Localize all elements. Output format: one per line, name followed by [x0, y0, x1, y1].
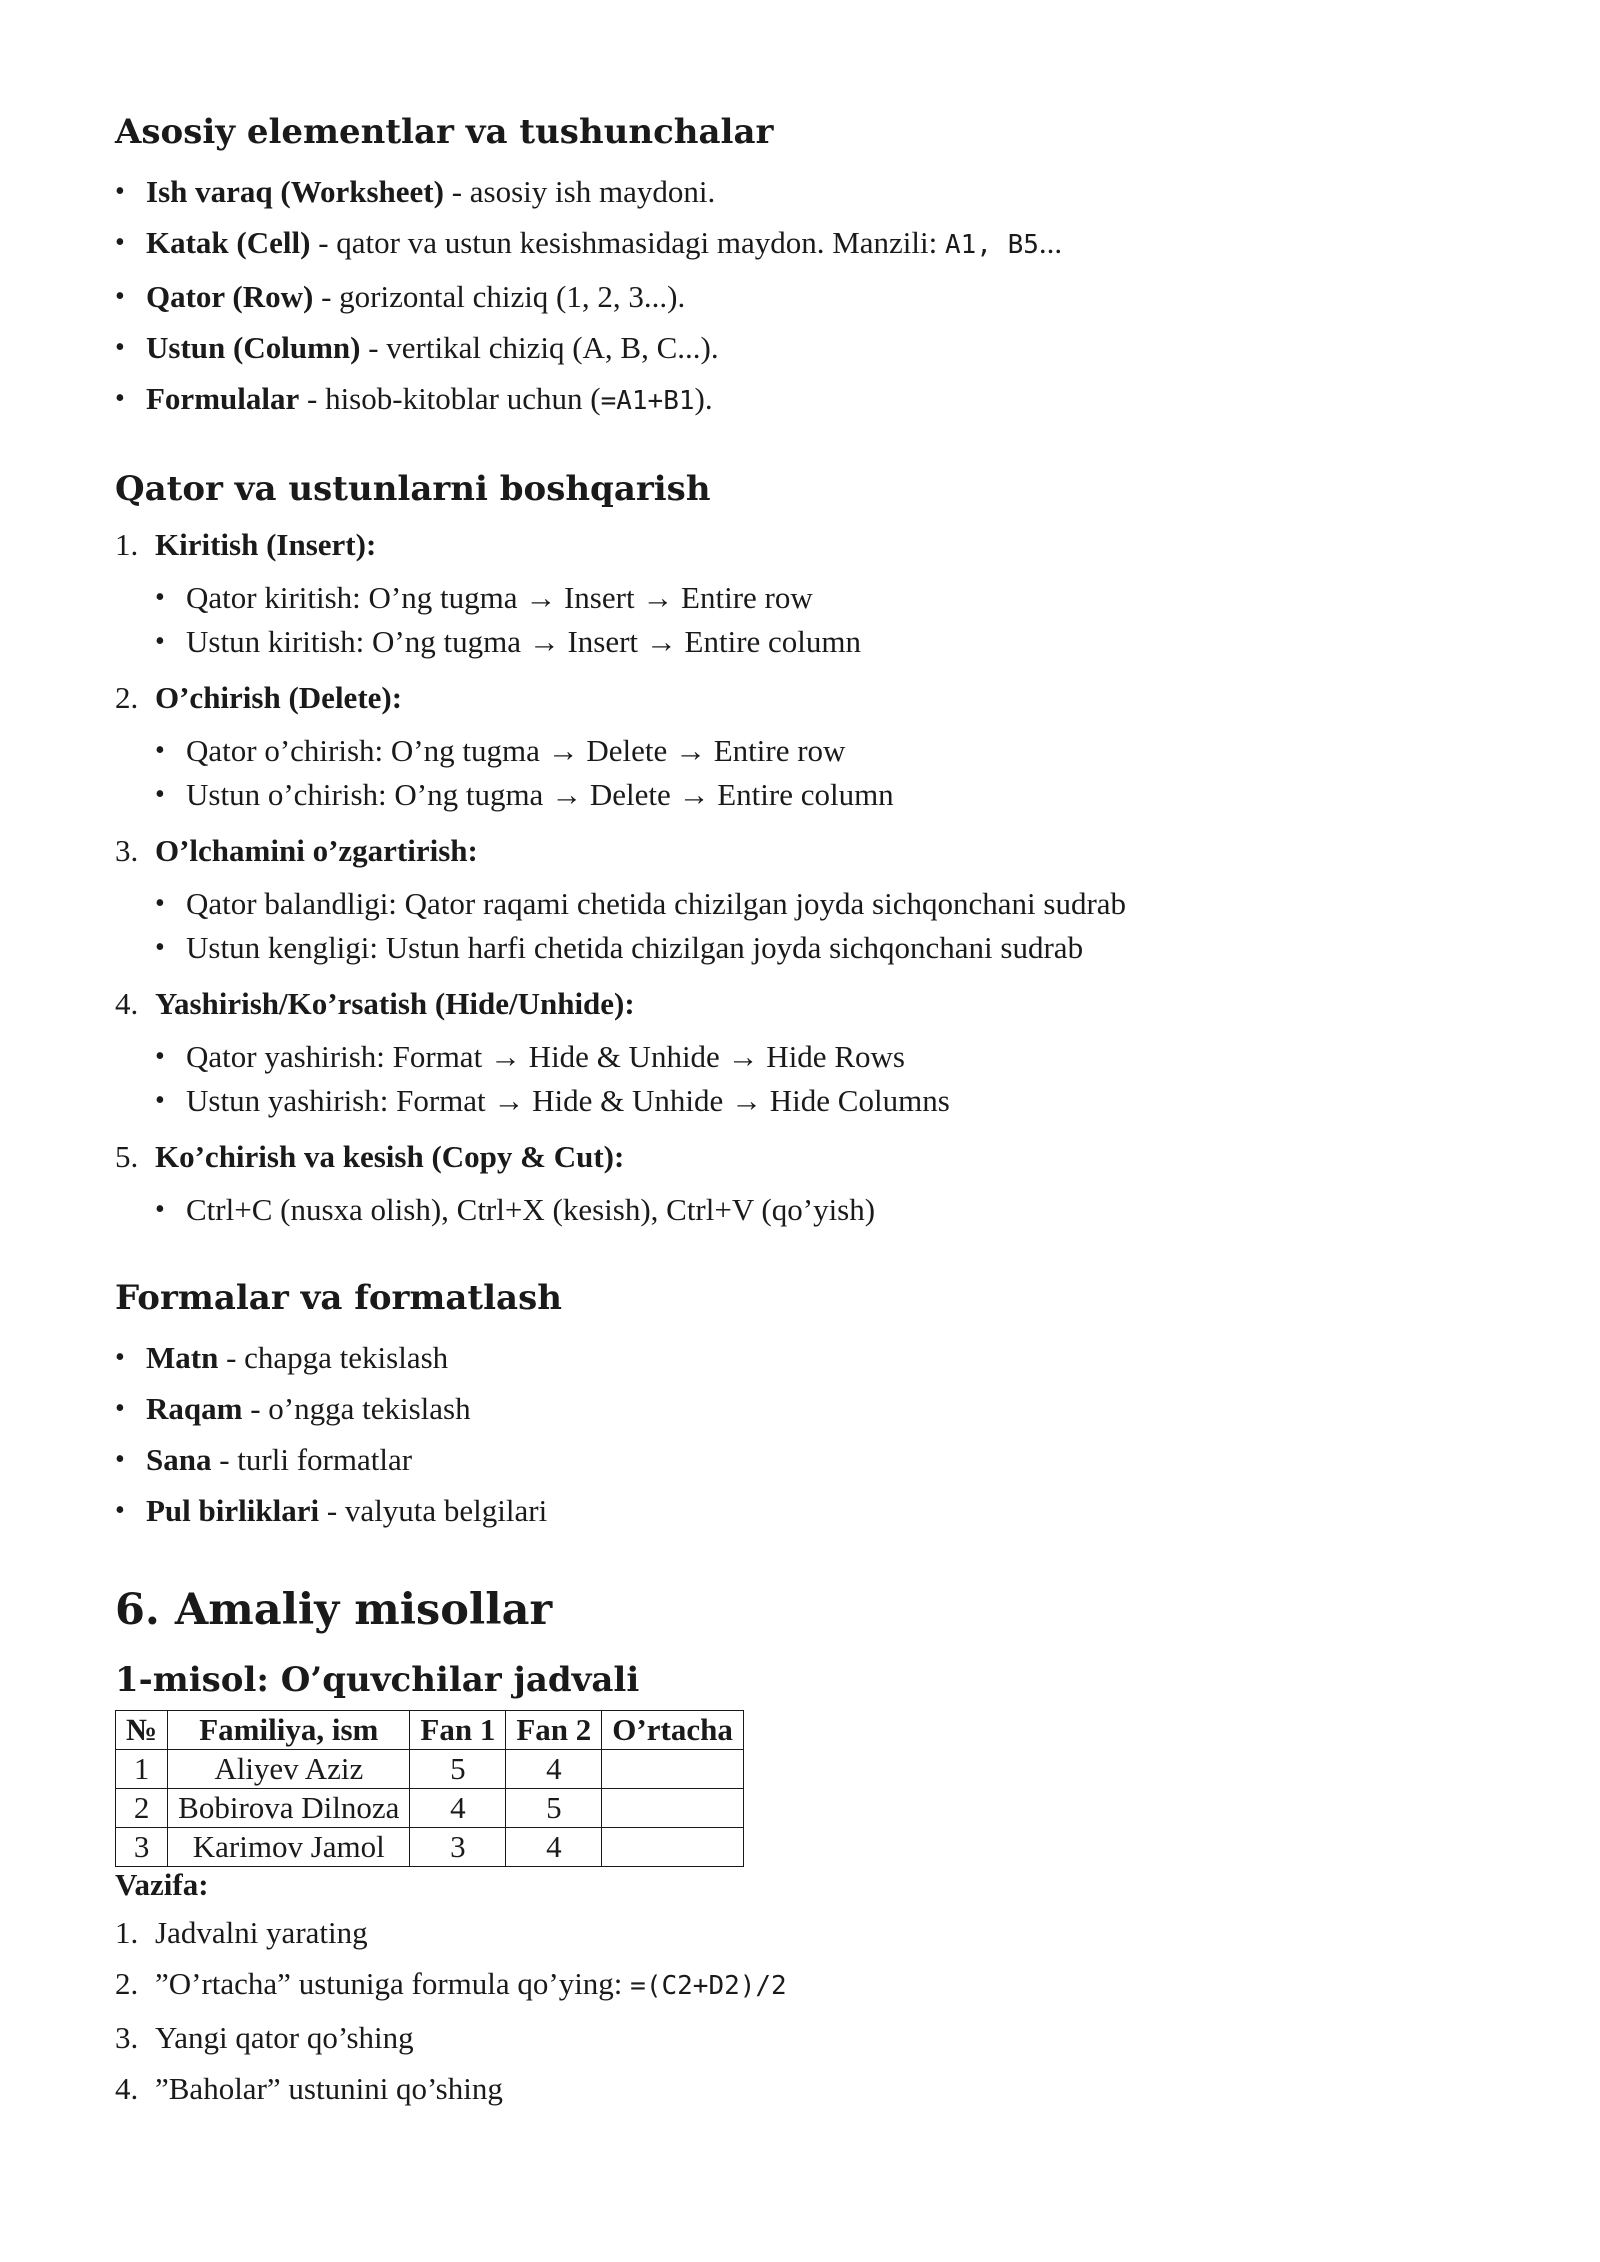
sublist-text: Ustun o’chirish: O’ng tugma → Delete → Entire column [186, 777, 894, 812]
list-item [115, 1332, 1485, 1383]
term: Raqam [146, 1391, 243, 1426]
table-cell: 5 [506, 1789, 602, 1828]
step-title: Yashirish/Ko’rsatish (Hide/Unhide): [155, 986, 635, 1021]
task-text: ”Baholar” ustunini qo’shing [155, 2071, 503, 2106]
task-item [115, 1958, 1485, 2012]
term: Matn [146, 1340, 219, 1375]
sublist-text: Qator o’chirish: O’ng tugma → Delete → Entire row [186, 733, 846, 768]
step-title: Kiritish (Insert): [155, 527, 377, 562]
step-sublist [155, 576, 1485, 664]
table-cell: Aliyev Aziz [168, 1750, 410, 1789]
step-title: O’lchamini o’zgartirish: [155, 833, 478, 868]
bullet-icon: • [115, 1342, 125, 1373]
table-cell: 5 [410, 1750, 506, 1789]
table-row [116, 1750, 744, 1789]
step-number: 5. [115, 1139, 139, 1174]
step-title: Ko’chirish va kesish (Copy & Cut): [155, 1139, 625, 1174]
list-item [115, 1434, 1485, 1485]
description-tail: ). [694, 381, 713, 416]
term: Ish varaq (Worksheet) [146, 174, 444, 209]
task-text: ”O’rtacha” ustuniga formula qo’ying: [155, 1966, 631, 2001]
sublist-text: Ustun kiritish: O’ng tugma → Insert → Entire column [186, 624, 862, 659]
bullet-icon: • [115, 332, 125, 363]
task-item [115, 2012, 1485, 2063]
list-item [115, 217, 1485, 271]
sublist-item [155, 882, 1485, 926]
table-cell: 4 [506, 1828, 602, 1867]
sublist-text: Qator kiritish: O’ng tugma → Insert → Entire row [186, 580, 813, 615]
students-table [115, 1710, 744, 1867]
bullet-icon: • [155, 626, 165, 657]
task-item [115, 2063, 1485, 2114]
bullet-icon: • [155, 932, 165, 963]
description: - gorizontal chiziq (1, 2, 3...). [313, 279, 686, 314]
table-cell: Bobirova Dilnoza [168, 1789, 410, 1828]
step-number: 1. [115, 527, 139, 562]
list-item [115, 322, 1485, 373]
table-row [116, 1789, 744, 1828]
sublist-text: Ustun yashirish: Format → Hide & Unhide → Hide Columns [186, 1083, 950, 1118]
formula-code: =(C2+D2)/2 [630, 1971, 787, 2001]
example-heading: 1-misol: O’quvchilar jadvali [115, 1660, 640, 1700]
description: - hisob-kitoblar uchun ( [299, 381, 601, 416]
formatting-list [115, 1332, 1485, 1536]
bullet-icon: • [155, 888, 165, 919]
management-steps-list [115, 519, 1485, 1232]
header-subject-2: Fan 2 [506, 1711, 602, 1750]
bullet-icon: • [115, 281, 125, 312]
code-snippet: =A1+B1 [600, 386, 695, 416]
list-item [115, 166, 1485, 217]
term: Katak (Cell) [146, 225, 311, 260]
step-sublist [155, 729, 1485, 817]
sublist-text: Qator balandligi: Qator raqami chetida chizilgan joyda sichqonchani sudrab [186, 886, 1127, 921]
bullet-icon: • [115, 383, 125, 414]
step-item [115, 825, 1485, 970]
table-row [116, 1828, 744, 1867]
table-cell [602, 1789, 744, 1828]
task-item [115, 1907, 1485, 1958]
task-text: Jadvalni yarating [155, 1915, 368, 1950]
step-item [115, 519, 1485, 664]
term: Pul birliklari [146, 1493, 320, 1528]
description: - o’ngga tekislash [242, 1391, 471, 1426]
sublist-item [155, 576, 1485, 620]
description-tail: ... [1038, 225, 1063, 260]
step-item [115, 672, 1485, 817]
bullet-icon: • [115, 1495, 125, 1526]
table-cell: Karimov Jamol [168, 1828, 410, 1867]
section-heading-row-column-management: Qator va ustunlarni boshqarish [115, 469, 711, 509]
document-page [115, 108, 1485, 2114]
code-snippet: A1, B5 [944, 230, 1039, 260]
bullet-icon: • [115, 1444, 125, 1475]
task-text: Yangi qator qo’shing [155, 2020, 414, 2055]
list-item [115, 373, 1485, 427]
sublist-text: Ustun kengligi: Ustun harfi chetida chizilgan joyda sichqonchani sudrab [186, 930, 1084, 965]
term: Sana [146, 1442, 212, 1477]
task-number: 1. [115, 1915, 139, 1950]
step-item [115, 1131, 1485, 1232]
description: - valyuta belgilari [319, 1493, 548, 1528]
term: Formulalar [146, 381, 300, 416]
bullet-icon: • [155, 1041, 165, 1072]
sublist-item [155, 1035, 1485, 1079]
step-sublist [155, 882, 1485, 970]
bullet-icon: • [115, 227, 125, 258]
list-item [115, 1383, 1485, 1434]
header-subject-1: Fan 1 [410, 1711, 506, 1750]
description: - chapga tekislash [218, 1340, 449, 1375]
sublist-item [155, 773, 1485, 817]
task-list [115, 1907, 1485, 2114]
sublist-item [155, 926, 1485, 970]
table-cell: 3 [410, 1828, 506, 1867]
bullet-icon: • [155, 582, 165, 613]
table-cell: 4 [506, 1750, 602, 1789]
sublist-item [155, 620, 1485, 664]
step-sublist [155, 1035, 1485, 1123]
task-number: 2. [115, 1966, 139, 2001]
section-heading-formatting: Formalar va formatlash [115, 1278, 562, 1318]
table-cell [602, 1750, 744, 1789]
task-number: 4. [115, 2071, 139, 2106]
sublist-item [155, 729, 1485, 773]
section-heading-basic-elements: Asosiy elementlar va tushunchalar [115, 112, 774, 152]
table-cell: 2 [116, 1789, 168, 1828]
table-header-row [116, 1711, 744, 1750]
task-label: Vazifa: [115, 1867, 209, 1902]
step-number: 3. [115, 833, 139, 868]
header-average: O’rtacha [602, 1711, 744, 1750]
table-cell: 4 [410, 1789, 506, 1828]
header-number: № [116, 1711, 168, 1750]
step-sublist [155, 1188, 1485, 1232]
step-title: O’chirish (Delete): [155, 680, 403, 715]
bullet-icon: • [155, 1194, 165, 1225]
step-item [115, 978, 1485, 1123]
list-item [115, 1485, 1485, 1536]
task-number: 3. [115, 2020, 139, 2055]
description: - asosiy ish maydoni. [443, 174, 716, 209]
table-cell: 1 [116, 1750, 168, 1789]
bullet-icon: • [155, 779, 165, 810]
description: - turli formatlar [211, 1442, 413, 1477]
bullet-icon: • [115, 176, 125, 207]
step-number: 2. [115, 680, 139, 715]
header-name: Familiya, ism [168, 1711, 410, 1750]
bullet-icon: • [155, 1085, 165, 1116]
table-cell [602, 1828, 744, 1867]
basic-elements-list [115, 166, 1485, 427]
table-cell: 3 [116, 1828, 168, 1867]
bullet-icon: • [155, 735, 165, 766]
sublist-item [155, 1188, 1485, 1232]
section-heading-practical-examples: 6. Amaliy misollar [115, 1585, 553, 1635]
bullet-icon: • [115, 1393, 125, 1424]
step-number: 4. [115, 986, 139, 1021]
description: - qator va ustun kesishmasidagi maydon. Manzili: [310, 225, 945, 260]
sublist-text: Qator yashirish: Format → Hide & Unhide → Hide Rows [186, 1039, 905, 1074]
description: - vertikal chiziq (A, B, C...). [360, 330, 719, 365]
sublist-item [155, 1079, 1485, 1123]
sublist-text: Ctrl+C (nusxa olish), Ctrl+X (kesish), Ctrl+V (qo’yish) [186, 1192, 876, 1227]
term: Ustun (Column) [146, 330, 361, 365]
term: Qator (Row) [146, 279, 314, 314]
list-item [115, 271, 1485, 322]
